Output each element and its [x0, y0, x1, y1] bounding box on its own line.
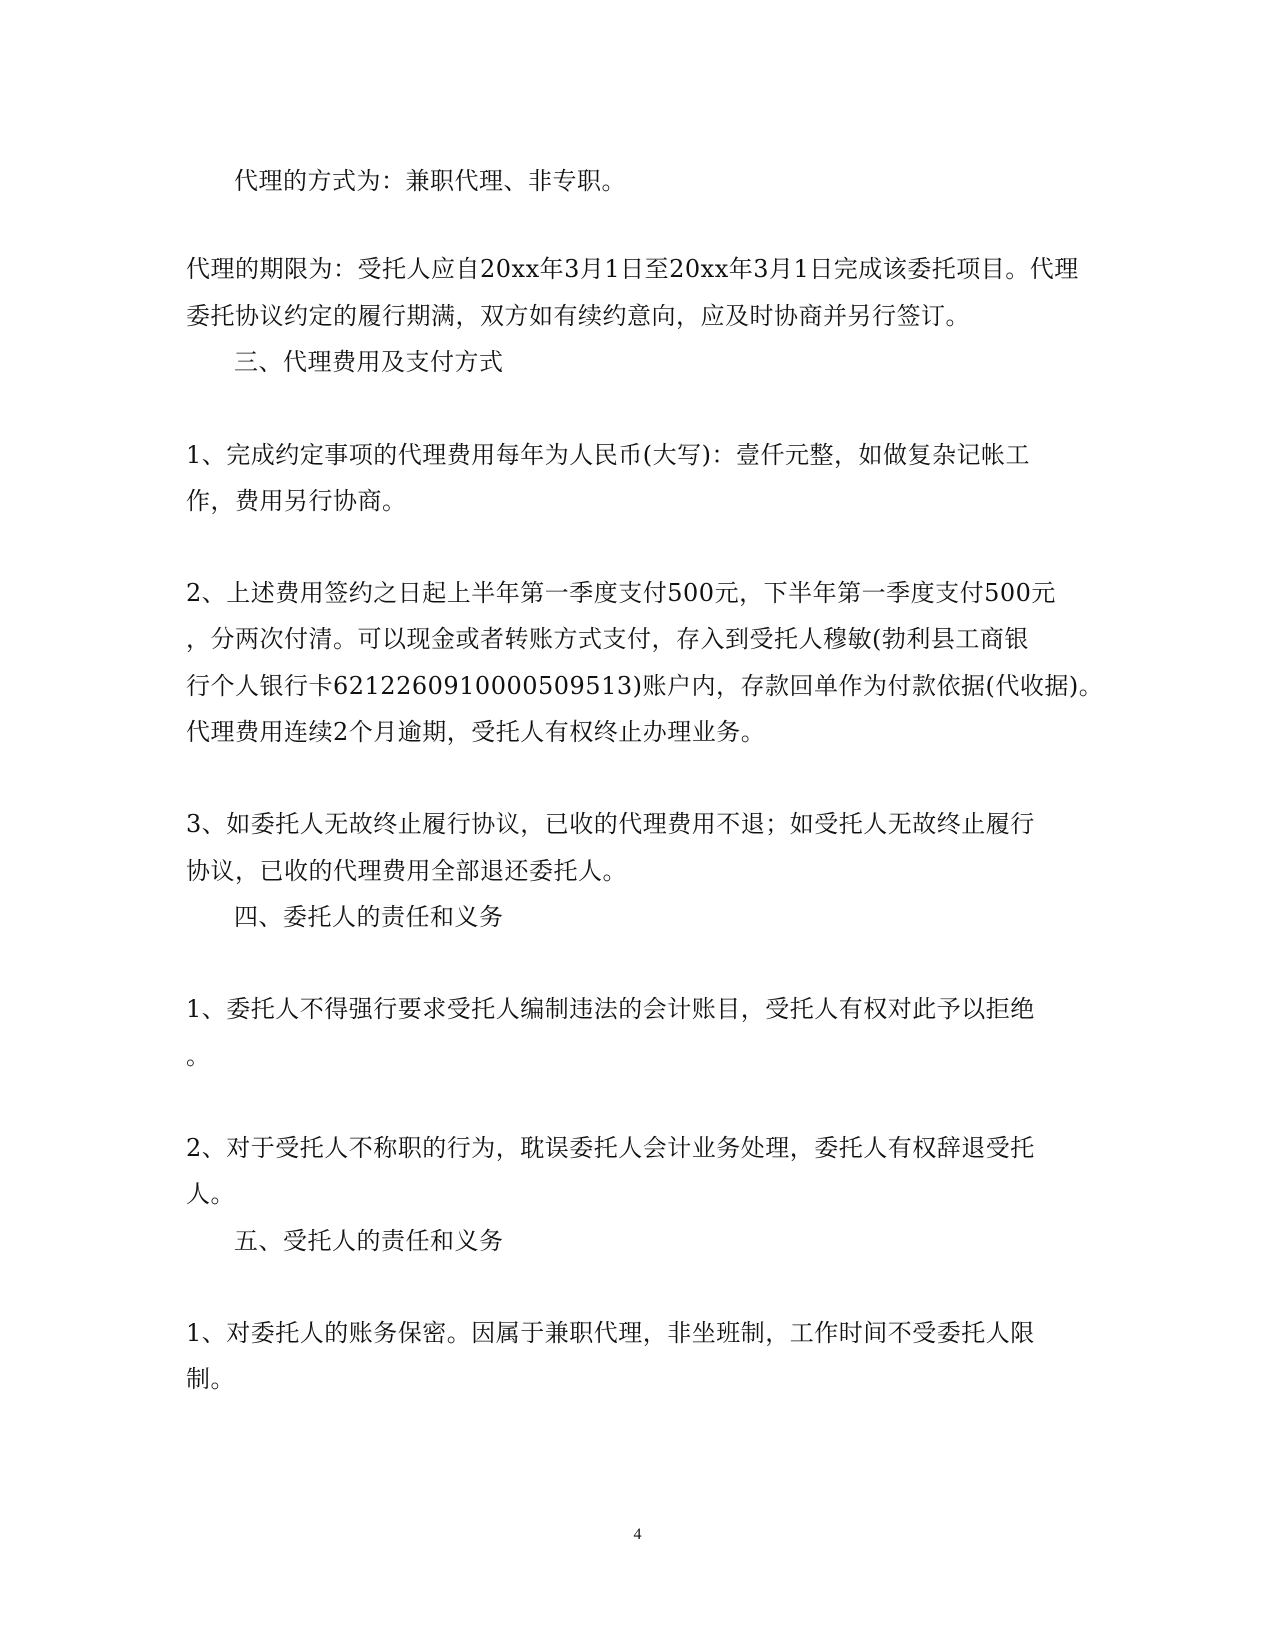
- text-line: 制。: [186, 1365, 235, 1393]
- text-line: 1、对委托人的账务保密。因属于兼职代理，非坐班制，工作时间不受委托人限: [186, 1319, 1035, 1347]
- page-number: 4: [633, 1526, 642, 1543]
- text-line: 1、委托人不得强行要求受托人编制违法的会计账目，受托人有权对此予以拒绝: [186, 995, 1035, 1023]
- text-line: 代理费用连续2个月逾期，受托人有权终止办理业务。: [186, 718, 766, 746]
- text-line: 2、上述费用签约之日起上半年第一季度支付500元，下半年第一季度支付500元: [186, 579, 1056, 607]
- section-heading: 三、代理费用及支付方式: [234, 348, 504, 376]
- text-line: 代理的方式为：兼职代理、非专职。: [234, 167, 626, 195]
- text-line: 人。: [186, 1180, 235, 1208]
- text-line: 代理的期限为：受托人应自20xx年3月1日至20xx年3月1日完成该委托项目。代理: [186, 255, 1079, 283]
- text-line: 协议，已收的代理费用全部退还委托人。: [186, 857, 627, 885]
- section-heading: 五、受托人的责任和义务: [234, 1227, 504, 1255]
- text-line: 作，费用另行协商。: [186, 487, 407, 515]
- text-line: 行个人银行卡6212260910000509513)账户内，存款回单作为付款依据(代收据)。: [186, 672, 1104, 700]
- text-line: 。: [186, 1042, 211, 1070]
- section-heading: 四、委托人的责任和义务: [234, 903, 504, 931]
- text-line: 1、完成约定事项的代理费用每年为人民币(大写)：壹仟元整，如做复杂记帐工: [186, 441, 1030, 469]
- text-line: 2、对于受托人不称职的行为，耽误委托人会计业务处理，委托人有权辞退受托: [186, 1134, 1035, 1162]
- text-line: ，分两次付清。可以现金或者转账方式支付，存入到受托人穆敏(勃利县工商银: [186, 625, 1029, 653]
- text-line: 3、如委托人无故终止履行协议，已收的代理费用不退；如受托人无故终止履行: [186, 810, 1035, 838]
- text-line: 委托协议约定的履行期满，双方如有续约意向，应及时协商并另行签订。: [186, 302, 970, 330]
